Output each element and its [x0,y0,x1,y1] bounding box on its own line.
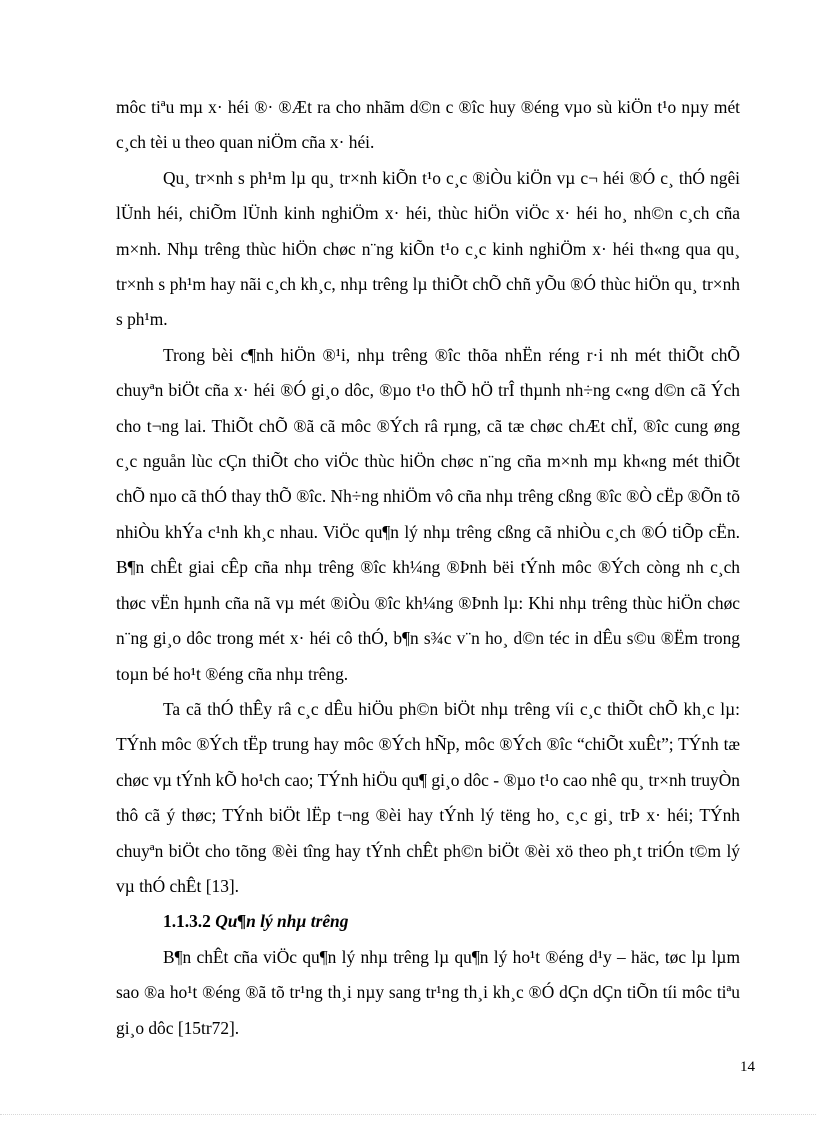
section-number: 1.1.3.2 [163,911,211,932]
page-number: 14 [740,1059,755,1075]
page-bottom-edge [0,1114,816,1115]
paragraph-2: Qu¸ tr×nh s ph¹m lµ qu¸ tr×nh kiÕn t¹o c¸c ®iÒu kiÖn vµ c¬ héi ®Ó c¸ thÓ ngêi lÜnh héi, chiÕm lÜnh kinh nghiÖm x· héi, thùc hiÖn viÖc x· héi ho¸ nh©n c¸ch cña m×nh. Nhµ trêng thùc hiÖn chøc n¨ng kiÕn t¹o c¸c kinh nghiÖm x· héi th«ng qua qu¸ tr×nh s ph¹m hay nãi c¸ch kh¸c, nhµ trêng lµ thiÕt chÕ chñ yÕu ®Ó thùc hiÖn qu¸ tr×nh s ph¹m. [116,167,740,330]
paragraph-5: B¶n chÊt cña viÖc qu¶n lý nhµ trêng lµ qu¶n lý ho¹t ®éng d¹y – häc, tøc lµ lµm sao ®a ho¹t ®éng ®ã tõ tr¹ng th¸i nµy sang tr¹ng th¸i kh¸c ®Ó dÇn dÇn tiÕn tíi môc tiªu gi¸o dôc [15tr72]. [116,946,740,1038]
paragraph-4: Ta cã thÓ thÊy râ c¸c dÊu hiÖu ph©n biÖt nhµ trêng víi c¸c thiÕt chÕ kh¸c lµ: TÝnh môc ®Ých tËp trung hay môc ®Ých hÑp, môc ®Ých ®îc “chiÕt xuÊt”; TÝnh tæ chøc vµ tÝnh kÕ ho¹ch cao; TÝnh hiÖu qu¶ gi¸o dôc - ®µo t¹o cao nhê qu¸ tr×nh truyÒn thô cã ý thøc; TÝnh biÖt lËp t¬ng ®èi hay tÝnh lý tëng ho¸ c¸c gi¸ trÞ x· héi; TÝnh chuyªn biÖt cho tõng ®èi tîng hay tÝnh chÊt ph©n biÖt ®èi xö theo ph¸t triÓn t©m lý vµ thÓ chÊt [13]. [116,698,740,896]
paragraph-1: môc tiªu mµ x· héi ®· ®Æt ra cho nhãm d©n c ®îc huy ®éng vµo sù kiÖn t¹o nµy mét c¸ch tèi u theo quan niÖm cña x· héi. [116,97,740,153]
section-title: Qu¶n lý nhµ trêng [215,911,349,932]
section-heading [116,904,740,939]
body-text [116,90,740,1046]
paragraph-3: Trong bèi c¶nh hiÖn ®¹i, nhµ trêng ®îc thõa nhËn réng r·i nh mét thiÕt chÕ chuyªn biÖt cña x· héi ®Ó gi¸o dôc, ®µo t¹o thÕ hÖ trÎ thµnh nh÷ng c«ng d©n cã Ých cho t¬ng lai. ThiÕt chÕ ®ã cã môc ®Ých râ rµng, cã tæ chøc chÆt chÏ, ®îc cung øng c¸c nguån lùc cÇn thiÕt cho viÖc thùc hiÖn chøc n¨ng cña m×nh mµ kh«ng mét thiÕt chÕ nµo cã thÓ thay thÕ ®îc. Nh÷ng nhiÖm vô cña nhµ trêng cßng ®îc ®Ò cËp ®Õn tõ nhiÒu khÝa c¹nh kh¸c nhau. ViÖc qu¶n lý nhµ trêng cßng cã nhiÒu c¸ch ®Ó tiÕp cËn. B¶n chÊt giai cÊp cña nhµ trêng ®îc kh¼ng ®Þnh bëi tÝnh môc ®Ých còng nh c¸ch thøc vËn hµnh cña nã vµ mét ®iÒu ®îc kh¼ng ®Þnh lµ: Khi nhµ trêng thùc hiÖn chøc n¨ng gi¸o dôc trong mét x· héi cô thÓ, b¶n s¾c v¨n ho¸ d©n téc in dÊu s©u ®Ëm trong toµn bé ho¹t ®éng cña nhµ trêng. [116,344,740,684]
